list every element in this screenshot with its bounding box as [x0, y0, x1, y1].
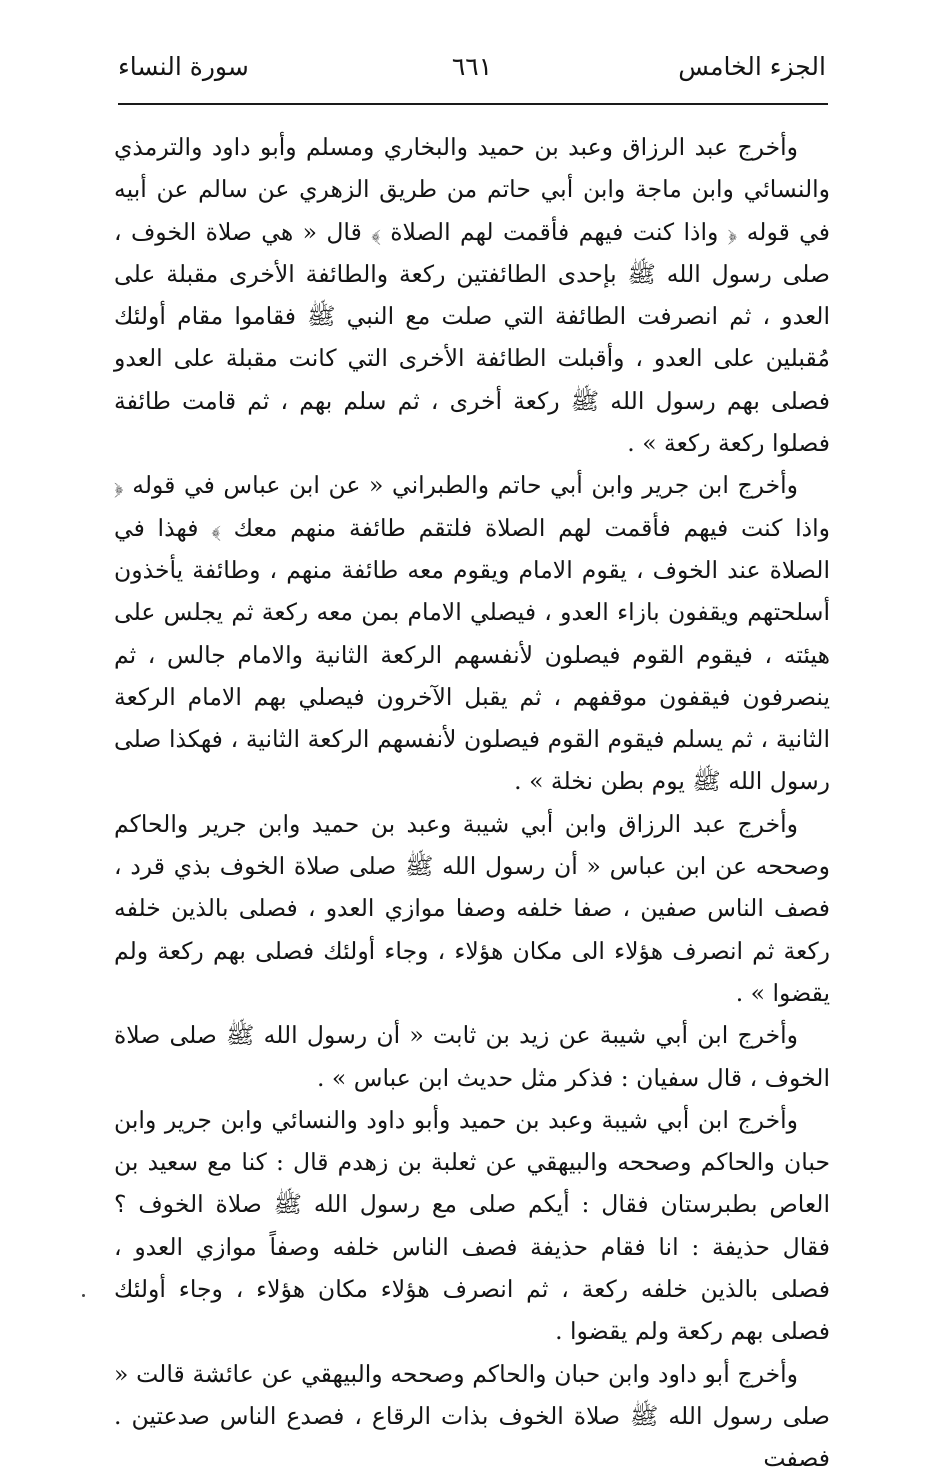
- header-rule: [118, 103, 828, 105]
- scan-speck: [82, 1294, 85, 1297]
- paragraph: وأخرج ابن جرير وابن أبي حاتم والطبراني « عن ابن عباس في قوله ﴿ واذا كنت فيهم فأقمت لهم الصلاة فلتقم طائفة منهم معك ﴾ فهذا في الصلاة عند الخوف ، يقوم الامام ويقوم معه طائفة منهم ، وطائفة يأخذون أسلحتهم ويقفون بازاء العدو ، فيصلي الامام بمن معه ركعة ثم يجلس على هيئته ، فيقوم القوم فيصلون لأنفسهم الركعة الثانية والامام جالس ، ثم ينصرفون فيقفون موقفهم ، ثم يقبل الآخرون فيصلي بهم الامام الركعة الثانية ، ثم يسلم فيقوم القوم فيصلون لأنفسهم الركعة الثانية ، فهكذا صلى رسول الله ﷺ يوم بطن نخلة » .: [114, 471, 830, 796]
- page-number: ٦٦١: [451, 52, 493, 81]
- running-header: [118, 52, 826, 96]
- body-text: [114, 126, 830, 1480]
- paragraph: وأخرج ابن أبي شيبة عن زيد بن ثابت « أن رسول الله ﷺ صلى صلاة الخوف ، قال سفيان : فذكر مثل حديث ابن عباس » .: [114, 1021, 830, 1092]
- part-title: الجزء الخامس: [678, 52, 826, 81]
- paragraph: وأخرج عبد الرزاق وابن أبي شيبة وعبد بن حميد وابن جرير والحاكم وصححه عن ابن عباس « أن رسول الله ﷺ صلى صلاة الخوف بذي قرد ، فصف الناس صفين ، صفا خلفه وصفا موازي العدو ، فصلى بالذين خلفه ركعة ثم انصرف هؤلاء الى مكان هؤلاء ، وجاء أولئك فصلى بهم ركعة ولم يقضوا » .: [114, 809, 830, 1007]
- paragraph: وأخرج ابن أبي شيبة وعبد بن حميد وأبو داود والنسائي وابن جرير وابن حبان والحاكم وصححه والبيهقي عن ثعلبة بن زهدم قال : كنا مع سعيد بن العاص بطبرستان فقال : أيكم صلى مع رسول الله ﷺ صلاة الخوف ؟ فقال حذيفة : انا فقام حذيفة فصف الناس خلفه وصفاً موازي العدو ، فصلى بالذين خلفه ركعة ، ثم انصرف هؤلاء مكان هؤلاء ، وجاء أولئك فصلى بهم ركعة ولم يقضوا .: [114, 1105, 830, 1346]
- surah-title: سورة النساء: [118, 52, 249, 81]
- paragraph: وأخرج أبو داود وابن حبان والحاكم وصححه والبيهقي عن عائشة قالت « صلى رسول الله ﷺ صلاة الخوف بذات الرقاع ، فصدع الناس صدعتين . فصفت: [114, 1359, 830, 1473]
- paragraph: وأخرج عبد الرزاق وعبد بن حميد والبخاري ومسلم وأبو داود والترمذي والنسائي وابن ماجة وابن أبي حاتم من طريق الزهري عن سالم عن أبيه في قوله ﴿ واذا كنت فيهم فأقمت لهم الصلاة ﴾ قال « هي صلاة الخوف ، صلى رسول الله ﷺ بإحدى الطائفتين ركعة والطائفة الأخرى مقبلة على العدو ، ثم انصرفت الطائفة التي صلت مع النبي ﷺ فقاموا مقام أولئك مُقبلين على العدو ، وأقبلت الطائفة الأخرى التي كانت مقبلة على العدو فصلى بهم رسول الله ﷺ ركعة أخرى ، ثم سلم بهم ، ثم قامت طائفة فصلوا ركعة ركعة » .: [114, 133, 830, 458]
